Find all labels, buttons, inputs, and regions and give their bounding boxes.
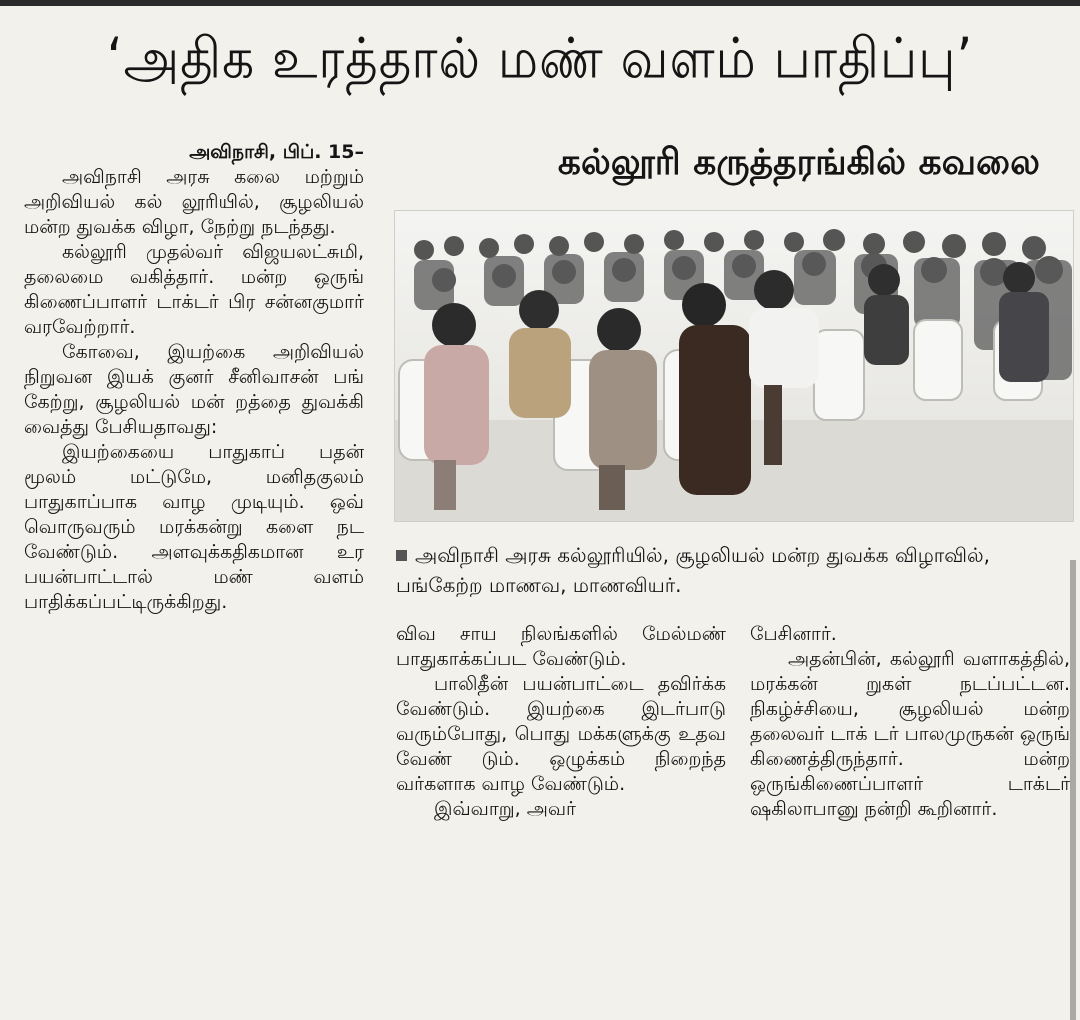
page-edge-shadow [1070, 560, 1076, 1020]
square-bullet-icon [396, 550, 407, 561]
headline: ‘அதிக உரத்தால் மண் வளம் பாதிப்பு’ [106, 26, 974, 92]
photo-illustration [394, 210, 1074, 522]
paragraph: பேசினார். [750, 623, 837, 645]
dateline: அவிநாசி, பிப். 15– [189, 141, 364, 163]
article-column-1 [24, 140, 364, 615]
paragraph: கோவை, இயற்கை அறிவியல் நிறுவன இயக் குனர் சீனிவாசன் பங் கேற்று, சூழலியல் மன் றத்தை துவக்கி வைத்து பேசியதாவது: [24, 341, 364, 438]
paragraph: அவிநாசி அரசு கலை மற்றும் அறிவியல் கல் லூரியில், சூழலியல் மன்ற துவக்க விழா, நேற்று நடந்தது. [24, 166, 364, 238]
paragraph: கல்லூரி முதல்வர் விஜயலட்சுமி, தலைமை வகித்தார். மன்ற ஒருங் கிணைப்பாளர் டாக்டர் பிர சன்னகுமார் வரவேற்றார். [24, 241, 364, 338]
paragraph: இயற்கையை பாதுகாப் பதன் மூலம் மட்டுமே, மனிதகுலம் பாதுகாப்பாக வாழ முடியும். ஒவ் வொருவரும் மரக்கன்று களை நட வேண்டும். அளவுக்கதிகமான உர பயன்பாட்டால் மண் வளம் பாதிக்கப்பட்டிருக்கிறது. [24, 441, 364, 613]
article-column-3 [750, 622, 1070, 822]
audience-photo [394, 210, 1074, 522]
top-border [0, 0, 1080, 6]
article-column-2 [396, 622, 726, 822]
paragraph: விவ சாய நிலங்களில் மேல்மண் பாதுகாக்கப்பட வேண்டும். [396, 623, 726, 670]
caption-text: அவிநாசி அரசு கல்லூரியில், சூழலியல் மன்ற துவக்க விழாவில், பங்கேற்ற மாணவ, மாணவியர். [396, 543, 990, 597]
paragraph: பாலிதீன் பயன்பாட்டை தவிர்க்க வேண்டும். இயற்கை இடர்பாடு வரும்போது, பொது மக்களுக்கு உதவ வேண் டும். ஒழுக்கம் நிறைந்த வர்களாக வாழ வேண்டும். [396, 673, 726, 795]
paragraph: அதன்பின், கல்லூரி வளாகத்தில், மரக்கன் றுகள் நடப்பட்டன. நிகழ்ச்சியை, சூழலியல் மன்ற தலைவர் டாக் டர் பாலமுருகன் ஒருங் கிணைத்திருந்தார். மன்ற ஒருங்கிணைப்பாளர் டாக்டர் ஷகிலாபானு நன்றி கூறினார். [750, 648, 1070, 820]
paragraph: இவ்வாறு, அவர் [434, 798, 576, 820]
photo-caption [396, 540, 1066, 600]
subheadline: கல்லூரி கருத்தரங்கில் கவலை [557, 142, 1040, 183]
